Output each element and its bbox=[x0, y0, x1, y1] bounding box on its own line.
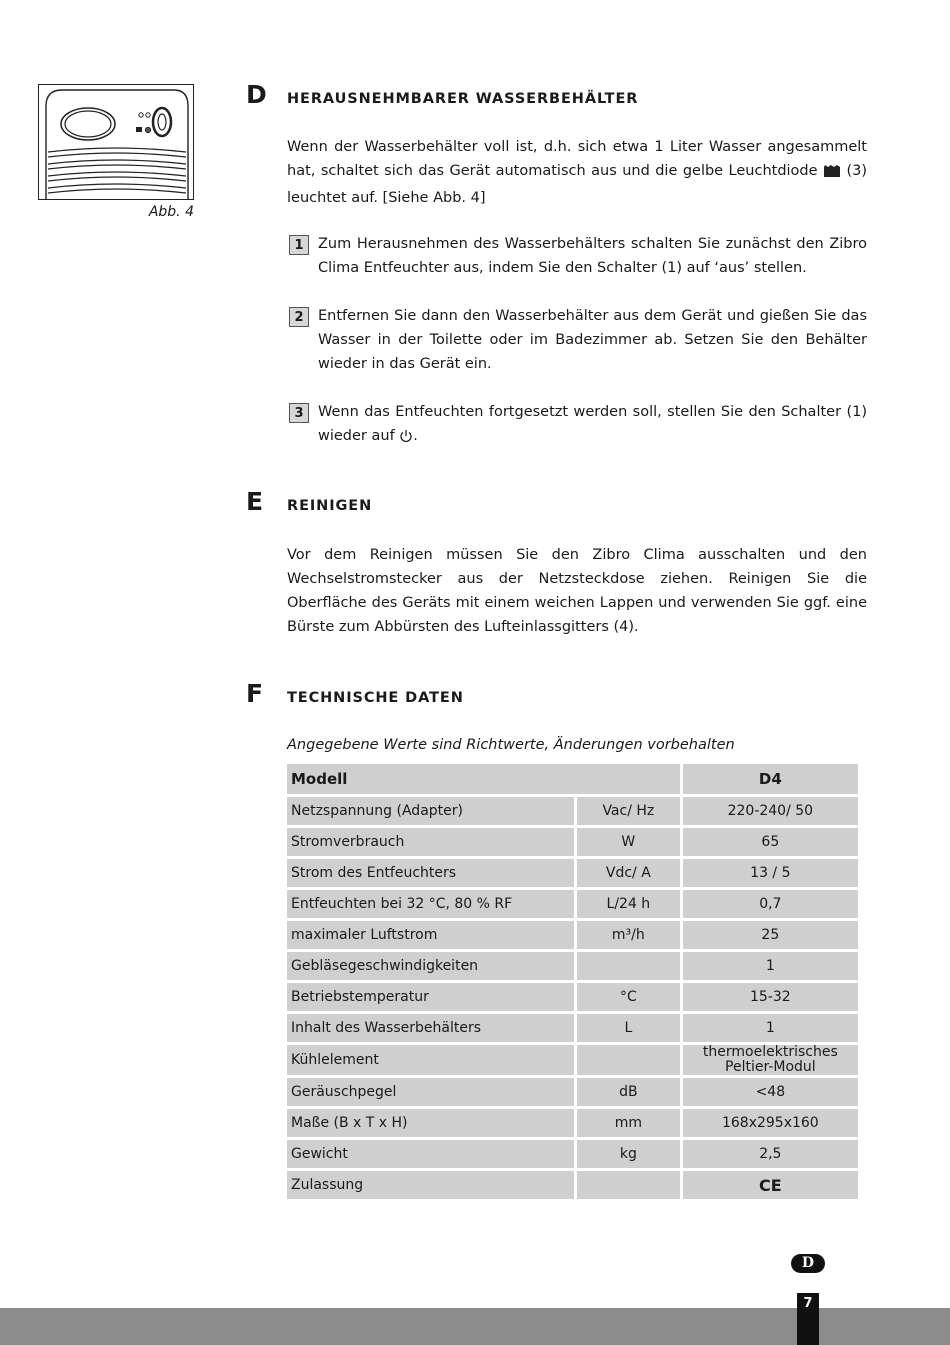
table-row bbox=[287, 1140, 858, 1168]
section-d-title: HERAUSNEHMBARER WASSERBEHÄLTER bbox=[287, 91, 639, 107]
device-illustration bbox=[38, 84, 194, 200]
table-row bbox=[287, 1045, 858, 1075]
row-value: 1 bbox=[683, 1014, 858, 1042]
row-value: 2,5 bbox=[683, 1140, 858, 1168]
table-row bbox=[287, 921, 858, 949]
section-e-title: REINIGEN bbox=[287, 498, 373, 514]
step-3-text bbox=[318, 400, 867, 451]
row-label: Betriebstemperatur bbox=[287, 983, 574, 1011]
step-2-number: 2 bbox=[289, 307, 309, 327]
figure-caption: Abb. 4 bbox=[148, 204, 194, 220]
row-label: Strom des Entfeuchters bbox=[287, 859, 574, 887]
row-unit bbox=[577, 952, 680, 980]
row-label: Netzspannung (Adapter) bbox=[287, 797, 574, 825]
row-label: Maße (B x T x H) bbox=[287, 1109, 574, 1137]
table-row bbox=[287, 983, 858, 1011]
section-f-letter: F bbox=[246, 679, 264, 708]
ce-mark: CE bbox=[683, 1171, 858, 1199]
row-value-line-2: Peltier-Modul bbox=[725, 1059, 816, 1075]
row-label: Entfeuchten bei 32 °C, 80 % RF bbox=[287, 890, 574, 918]
row-value: 13 / 5 bbox=[683, 859, 858, 887]
row-label: Gewicht bbox=[287, 1140, 574, 1168]
table-row bbox=[287, 797, 858, 825]
row-unit bbox=[577, 1171, 680, 1199]
row-value: 25 bbox=[683, 921, 858, 949]
section-d-intro-text-2: (3) leuchtet auf. [Siehe Abb. 4] bbox=[287, 163, 868, 206]
row-value: 65 bbox=[683, 828, 858, 856]
row-label: Geräuschpegel bbox=[287, 1078, 574, 1106]
step-3-text-main: Wenn das Entfeuchten fortgesetzt werden soll, stellen Sie den Schalter (1) wieder auf bbox=[318, 404, 867, 444]
language-badge: D bbox=[791, 1254, 825, 1273]
table-row bbox=[287, 890, 858, 918]
table-row bbox=[287, 952, 858, 980]
row-value: <48 bbox=[683, 1078, 858, 1106]
table-row bbox=[287, 1171, 858, 1199]
row-unit: Vac/ Hz bbox=[577, 797, 680, 825]
table-header-row bbox=[287, 764, 858, 794]
table-row bbox=[287, 1014, 858, 1042]
table-row bbox=[287, 828, 858, 856]
step-1-number: 1 bbox=[289, 235, 309, 255]
section-f-title: TECHNISCHE DATEN bbox=[287, 690, 464, 706]
row-label: Inhalt des Wasserbehälters bbox=[287, 1014, 574, 1042]
row-label: Gebläsegeschwindigkeiten bbox=[287, 952, 574, 980]
row-unit: m³/h bbox=[577, 921, 680, 949]
table-row bbox=[287, 859, 858, 887]
row-unit: dB bbox=[577, 1078, 680, 1106]
row-label: maximaler Luftstrom bbox=[287, 921, 574, 949]
row-value: 15-32 bbox=[683, 983, 858, 1011]
row-unit: L/24 h bbox=[577, 890, 680, 918]
row-value-line-1: thermoelektrisches bbox=[702, 1044, 838, 1060]
section-e-text: Vor dem Reinigen müssen Sie den Zibro Clima ausschalten und den Wechselstromstecker aus der Netzsteckdose ziehen. Reinigen Sie die Oberfläche des Geräts mit einem weichen Lappen und verwenden Sie ggf. eine Bürste zum Abbürsten des Lufteinlassgitters (4). bbox=[287, 547, 867, 635]
table-note: Angegebene Werte sind Richtwerte, Änderungen vorbehalten bbox=[287, 737, 735, 753]
row-unit: L bbox=[577, 1014, 680, 1042]
page-number: 7 bbox=[797, 1293, 819, 1345]
row-value: 168x295x160 bbox=[683, 1109, 858, 1137]
table-row bbox=[287, 1109, 858, 1137]
step-3-text-end: . bbox=[413, 428, 418, 444]
spec-table bbox=[284, 761, 861, 1202]
row-unit: Vdc/ A bbox=[577, 859, 680, 887]
section-d-letter: D bbox=[246, 80, 267, 109]
table-row bbox=[287, 1078, 858, 1106]
row-value bbox=[683, 1045, 858, 1075]
row-label: Zulassung bbox=[287, 1171, 574, 1199]
row-label: Stromverbrauch bbox=[287, 828, 574, 856]
row-unit: °C bbox=[577, 983, 680, 1011]
section-d-intro bbox=[287, 135, 867, 210]
row-unit: kg bbox=[577, 1140, 680, 1168]
step-1-text: Zum Herausnehmen des Wasserbehälters schalten Sie zunächst den Zibro Clima Entfeuchter aus, indem Sie den Schalter (1) auf ‘aus’ stellen. bbox=[318, 236, 867, 276]
row-unit bbox=[577, 1045, 680, 1075]
row-unit: mm bbox=[577, 1109, 680, 1137]
step-2-text: Entfernen Sie dann den Wasserbehälter aus dem Gerät und gießen Sie das Wasser in der Toilette oder im Badezimmer ab. Setzen Sie den Behälter wieder in das Gerät ein. bbox=[318, 308, 867, 372]
water-tank-full-icon bbox=[823, 162, 841, 186]
row-label: Kühlelement bbox=[287, 1045, 574, 1075]
section-e-letter: E bbox=[246, 487, 264, 516]
step-3-number: 3 bbox=[289, 403, 309, 423]
header-label: Modell bbox=[287, 764, 680, 794]
row-value: 0,7 bbox=[683, 890, 858, 918]
power-icon bbox=[399, 427, 413, 451]
section-d-intro-text: Wenn der Wasserbehälter voll ist, d.h. sich etwa 1 Liter Wasser angesammelt hat, schaltet sich das Gerät automatisch aus und die gelbe Leuchtdiode bbox=[287, 139, 867, 179]
row-value: 220-240/ 50 bbox=[683, 797, 858, 825]
row-unit: W bbox=[577, 828, 680, 856]
row-value: 1 bbox=[683, 952, 858, 980]
header-model: D4 bbox=[683, 764, 858, 794]
